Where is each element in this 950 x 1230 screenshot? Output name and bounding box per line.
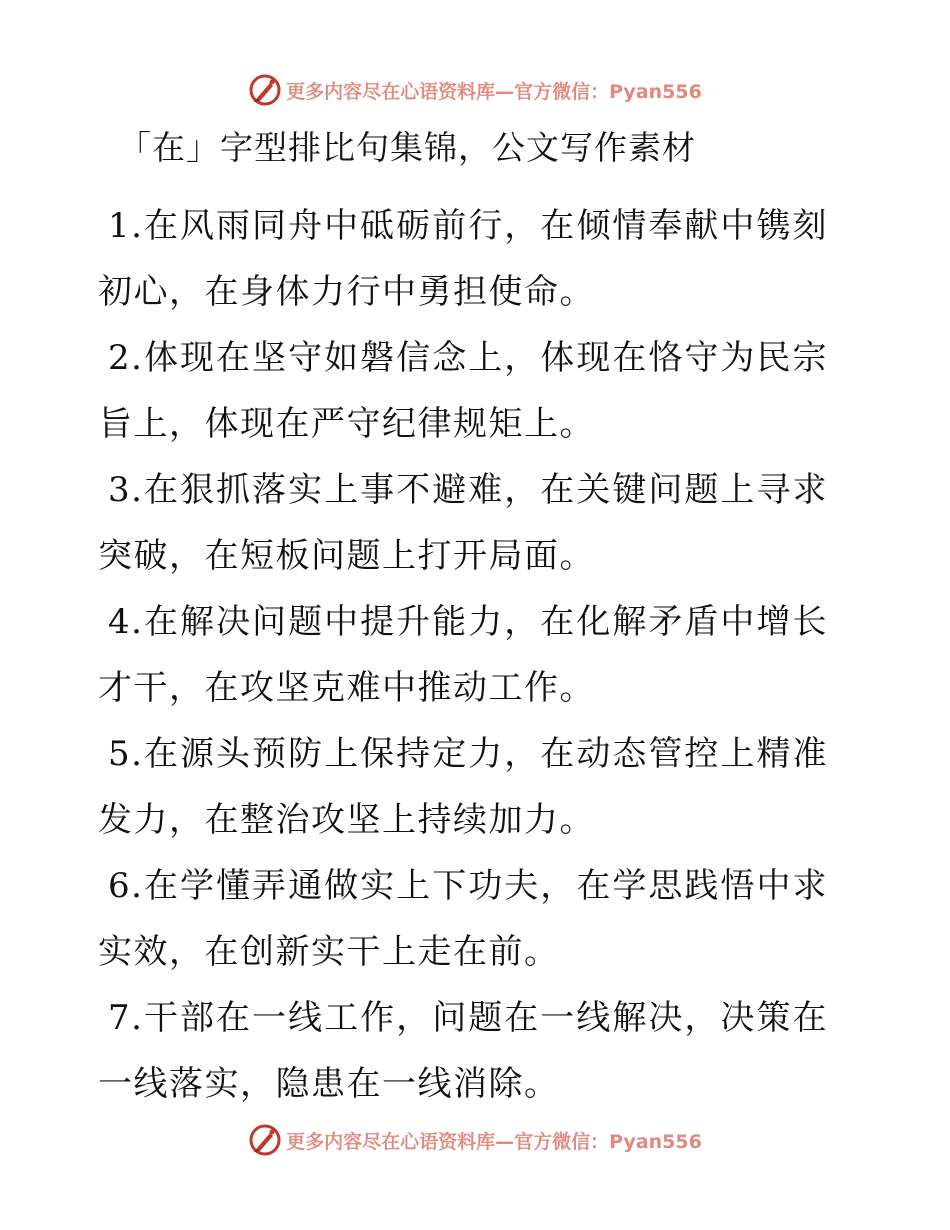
document-title: 「在」字型排比句集锦，公文写作素材 xyxy=(118,128,696,167)
header-banner-text: 更多内容尽在心语资料库—官方微信：Pyan556 xyxy=(286,80,702,103)
list-item: 5.在源头预防上保持定力，在动态管控上精准发力，在整治攻坚上持续加力。 xyxy=(98,734,828,840)
footer-banner xyxy=(0,1120,950,1160)
header-banner xyxy=(0,70,950,110)
pen-logo-icon xyxy=(248,73,282,107)
footer-banner-text: 更多内容尽在心语资料库—官方微信：Pyan556 xyxy=(286,1130,702,1153)
list-item: 7.干部在一线工作，问题在一线解决，决策在一线落实，隐患在一线消除。 xyxy=(98,998,828,1104)
list-item: 1.在风雨同舟中砥砺前行，在倾情奉献中镌刻初心，在身体力行中勇担使命。 xyxy=(98,206,828,312)
list-item: 6.在学懂弄通做实上下功夫，在学思践悟中求实效，在创新实干上走在前。 xyxy=(98,866,828,972)
list-item: 3.在狠抓落实上事不避难，在关键问题上寻求突破，在短板问题上打开局面。 xyxy=(98,470,828,576)
pen-logo-icon xyxy=(248,1123,282,1157)
item-list xyxy=(98,193,828,1117)
list-item: 4.在解决问题中提升能力，在化解矛盾中增长才干，在攻坚克难中推动工作。 xyxy=(98,602,828,708)
list-item: 2.体现在坚守如磐信念上，体现在恪守为民宗旨上，体现在严守纪律规矩上。 xyxy=(98,338,828,444)
